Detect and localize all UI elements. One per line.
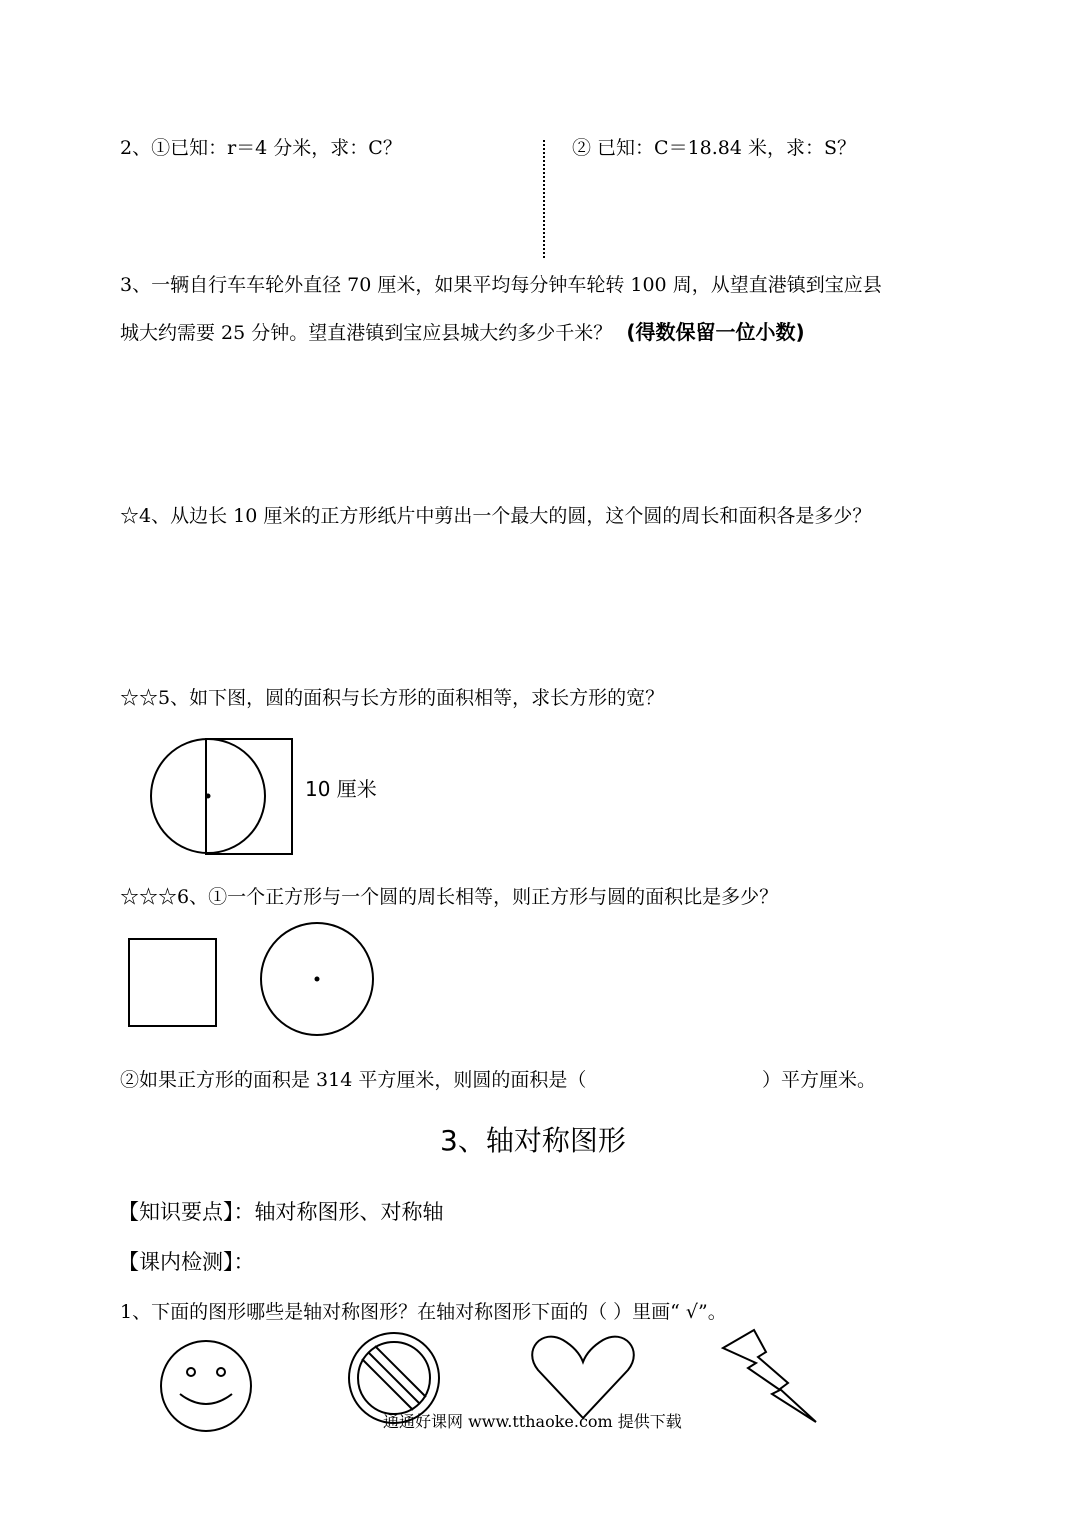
q2-part2: ② 已知：C＝18.84 米，求：S？: [572, 137, 857, 159]
q6-center-dot: [315, 977, 320, 982]
section-title: 3、轴对称图形: [440, 1124, 626, 1157]
q6-part2-b: ）平方厘米。: [762, 1069, 877, 1091]
q3-line2-text: 城大约需要 25 分钟。望直港镇到宝应县城大约多少千米？: [120, 322, 613, 344]
q3-line2: [120, 320, 805, 345]
q5-center-dot: [206, 794, 211, 799]
q5-text: ☆☆5、如下图，圆的面积与长方形的面积相等，求长方形的宽？: [120, 687, 665, 709]
q6-square: [129, 939, 216, 1026]
circle-rectangle-figure: [148, 736, 298, 858]
dotted-divider: [540, 140, 550, 260]
q3-note: (得数保留一位小数): [626, 320, 805, 344]
check-label: 【课内检测】：: [118, 1250, 255, 1274]
lightning-bolt-icon: [718, 1328, 822, 1428]
smiley-face-icon: [158, 1338, 256, 1436]
q6-part1: ☆☆☆6、①一个正方形与一个圆的周长相等，则正方形与圆的面积比是多少？: [120, 886, 779, 908]
q3-line1: 3、一辆自行车车轮外直径 70 厘米，如果平均每分钟车轮转 100 周，从望直港镇到宝应县: [120, 274, 882, 296]
footer-text: 通通好课网 www.tthaoke.com 提供下载: [383, 1412, 682, 1431]
knowledge-label: 【知识要点】：: [118, 1200, 255, 1224]
q2-part1: 2、①已知：r＝4 分米，求：C？: [120, 137, 402, 159]
square-circle-figure: [126, 922, 386, 1042]
heart-icon: [530, 1332, 636, 1422]
q5-figure-label: 10 厘米: [305, 777, 377, 801]
q4-text: ☆4、从边长 10 厘米的正方形纸片中剪出一个最大的圆，这个圆的周长和面积各是多少？: [120, 505, 872, 527]
knowledge-points: [118, 1199, 444, 1225]
knowledge-text: 轴对称图形、对称轴: [254, 1200, 444, 1224]
q6-part2-a: ②如果正方形的面积是 314 平方厘米，则圆的面积是（: [120, 1069, 587, 1091]
sym-q1-text: 1、下面的图形哪些是轴对称图形？在轴对称图形下面的（ ）里画“ √”。: [120, 1301, 727, 1323]
